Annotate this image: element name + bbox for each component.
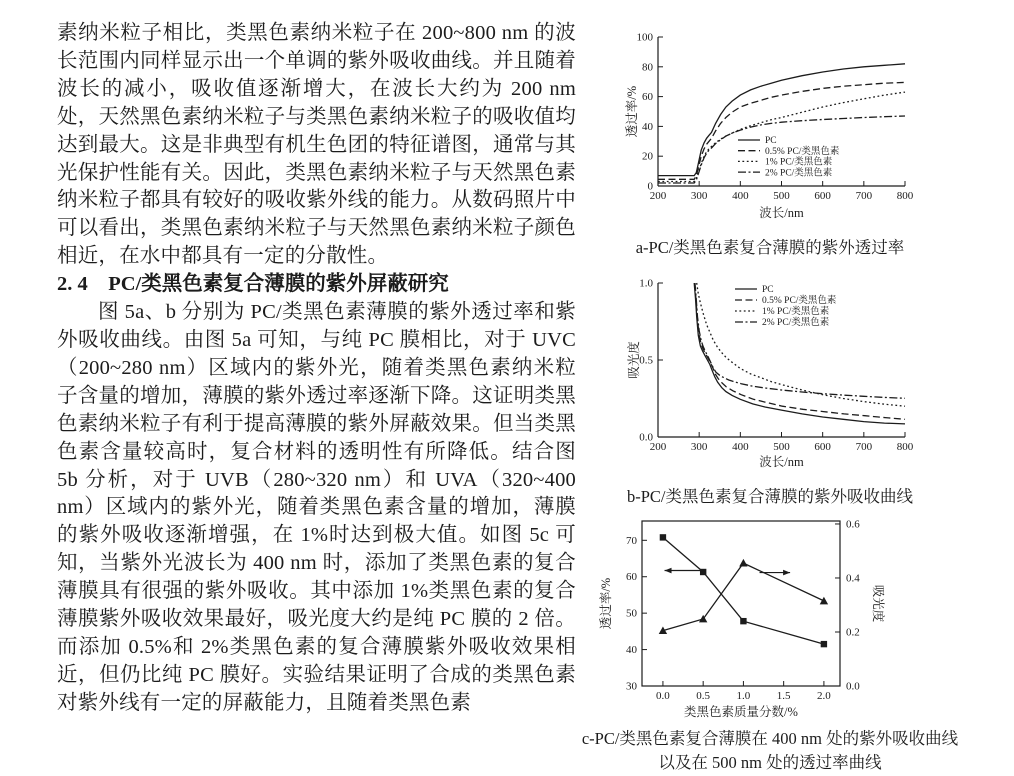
figure-caption-a: a-PC/类黑色素复合薄膜的紫外透过率 (635, 238, 905, 257)
y-axis-label: 透过率/% (599, 577, 613, 630)
arrowhead (783, 570, 790, 576)
x-tick-label: 500 (773, 441, 790, 453)
series-absorbance-400nm (663, 563, 824, 631)
x-tick-label: 800 (896, 190, 914, 202)
square-marker (660, 534, 666, 540)
x-axis-label: 波长/nm (759, 206, 804, 220)
triangle-marker (659, 626, 667, 634)
x-tick-label: 400 (732, 441, 749, 453)
y-tick-label: 40 (626, 644, 637, 657)
x-tick-label: 0.5 (696, 690, 711, 702)
x-tick-label: 1.0 (736, 690, 751, 702)
chart-b-uv-absorbance (590, 272, 1014, 484)
series-pc05 (695, 283, 905, 419)
figure-caption-c-line2: 以及在 500 nm 处的透过率曲线 (658, 753, 882, 772)
square-marker (821, 641, 827, 647)
y-tick-label: 0.0 (639, 431, 653, 444)
x-tick-label: 700 (855, 441, 873, 453)
y2-tick-label: 0.6 (846, 518, 860, 531)
chart-c-dual-axis (590, 506, 1014, 722)
y-tick-label: 70 (626, 534, 637, 547)
x-axis-label: 波长/nm (759, 455, 804, 469)
series-pc2 (658, 116, 905, 183)
y-tick-label: 60 (642, 91, 653, 104)
y-axis-label: 透过率/% (625, 85, 639, 138)
x-tick-label: 700 (855, 190, 873, 202)
y-tick-label: 40 (642, 120, 653, 133)
series-pc1 (658, 92, 905, 181)
y2-tick-label: 0.2 (846, 626, 860, 639)
y-tick-label: 0 (647, 180, 653, 193)
y-tick-label: 60 (626, 571, 637, 584)
triangle-marker (739, 559, 747, 567)
figure-caption-b: b-PC/类黑色素复合薄膜的紫外吸收曲线 (626, 487, 913, 506)
square-marker (700, 569, 706, 575)
plot-frame (642, 521, 840, 686)
legend-label: 1% PC/类黑色素 (765, 157, 833, 168)
x-tick-label: 600 (814, 441, 831, 453)
series-pc05 (658, 82, 905, 179)
x-tick-label: 1.5 (776, 690, 791, 702)
figure-caption-c-line1: c-PC/类黑色素复合薄膜在 400 nm 处的紫外吸收曲线 (581, 729, 959, 748)
y-axis-label: 吸光度 (627, 341, 641, 379)
y-tick-label: 30 (626, 680, 637, 693)
legend-label: 0.5% PC/类黑色素 (762, 296, 837, 307)
y-tick-label: 20 (642, 150, 653, 163)
x-tick-label: 200 (649, 190, 667, 202)
legend-label: 2% PC/类黑色素 (762, 318, 830, 329)
x-tick-label: 200 (649, 441, 667, 453)
text-column (57, 20, 576, 718)
x-tick-label: 300 (690, 441, 708, 453)
section-heading: 2. 4 PC/类黑色素复合薄膜的紫外屏蔽研究 (57, 273, 449, 296)
y-tick-label: 80 (642, 61, 653, 74)
x-tick-label: 2.0 (817, 690, 831, 702)
series-pc (658, 64, 905, 179)
square-marker (740, 618, 746, 624)
y2-axis-label: 吸光度 (871, 584, 885, 623)
x-tick-label: 500 (773, 190, 790, 202)
y2-tick-label: 0.4 (846, 572, 860, 585)
series-transmittance-500nm (663, 537, 824, 644)
y-tick-label: 100 (636, 31, 653, 44)
x-tick-label: 600 (814, 190, 831, 202)
series-pc1 (697, 283, 905, 406)
paragraph-continuation: 素纳米粒子相比，类黑色素纳米粒子在 200~800 nm 的波长范围内同样显示出一个单调的紫外吸收曲线。并且随着波长的减小，吸收值逐渐增大，在波长大约为 200 nm 处，天然黑色素纳米粒子与类黑色素纳米粒子的吸收值均达到最大。这是非典型有机生色团的特征谱图，通常与其光保护性能有关。因此，类黑色素纳米粒子与天然黑色素纳米粒子都具有较好的吸收紫外线的能力。从数码照片中可以看出，类黑色素纳米粒子与天然黑色素纳米粒子颜色相近，在水中都具有一定的分散性。 (57, 22, 576, 268)
y2-tick-label: 0.0 (846, 680, 860, 693)
triangle-marker (820, 597, 828, 605)
series-pc2 (695, 283, 905, 398)
x-tick-label: 300 (690, 190, 708, 202)
y-tick-label: 0.5 (639, 354, 653, 367)
legend-label: 2% PC/类黑色素 (765, 168, 833, 179)
x-tick-label: 800 (896, 441, 914, 453)
legend-label: 0.5% PC/类黑色素 (765, 146, 840, 157)
chart-a-uv-transmittance (590, 24, 1014, 230)
y-tick-label: 50 (626, 607, 637, 620)
legend-label: PC (765, 136, 777, 147)
x-tick-label: 400 (732, 190, 749, 202)
section-paragraph: 图 5a、b 分别为 PC/类黑色素薄膜的紫外透过率和紫外吸收曲线。由图 5a 可知，与纯 PC 膜相比，对于 UVC（200~280 nm）区域内的紫外光，随着类黑色素纳米粒子含量的增加，薄膜的紫外透过率逐渐下降。这证明类黑色素纳米粒子有利于提高薄膜的紫外屏蔽效果。但当类黑色素含量较高时，复合材料的透明性有所降低。结合图 5b 分析，对于 UVB（280~320 nm）和 UVA（320~400 nm）区域内的紫外光，随着类黑色素含量的增加，薄膜的紫外吸收逐渐增强，在 1%时达到极大值。如图 5c 可知，当紫外光波长为 400 nm 时，添加了类黑色素的复合薄膜具有很强的紫外吸收。其中添加 1%类黑色素的复合薄膜紫外吸收效果最好，吸光度大约是纯 PC 膜的 2 倍。而添加 0.5%和 2%类黑色素的复合薄膜紫外吸收效果相近，但仍比纯 PC 膜好。实验结果证明了合成的类黑色素对紫外线有一定的屏蔽能力，且随着类黑色素 (57, 301, 576, 714)
triangle-marker (699, 615, 707, 623)
y-tick-label: 1.0 (639, 277, 653, 290)
series-pc (694, 283, 905, 424)
arrowhead (665, 568, 672, 574)
x-axis-label: 类黑色素质量分数/% (684, 705, 798, 719)
legend-label: 1% PC/类黑色素 (762, 307, 830, 318)
legend-label: PC (762, 285, 774, 296)
x-tick-label: 0.0 (656, 690, 670, 702)
